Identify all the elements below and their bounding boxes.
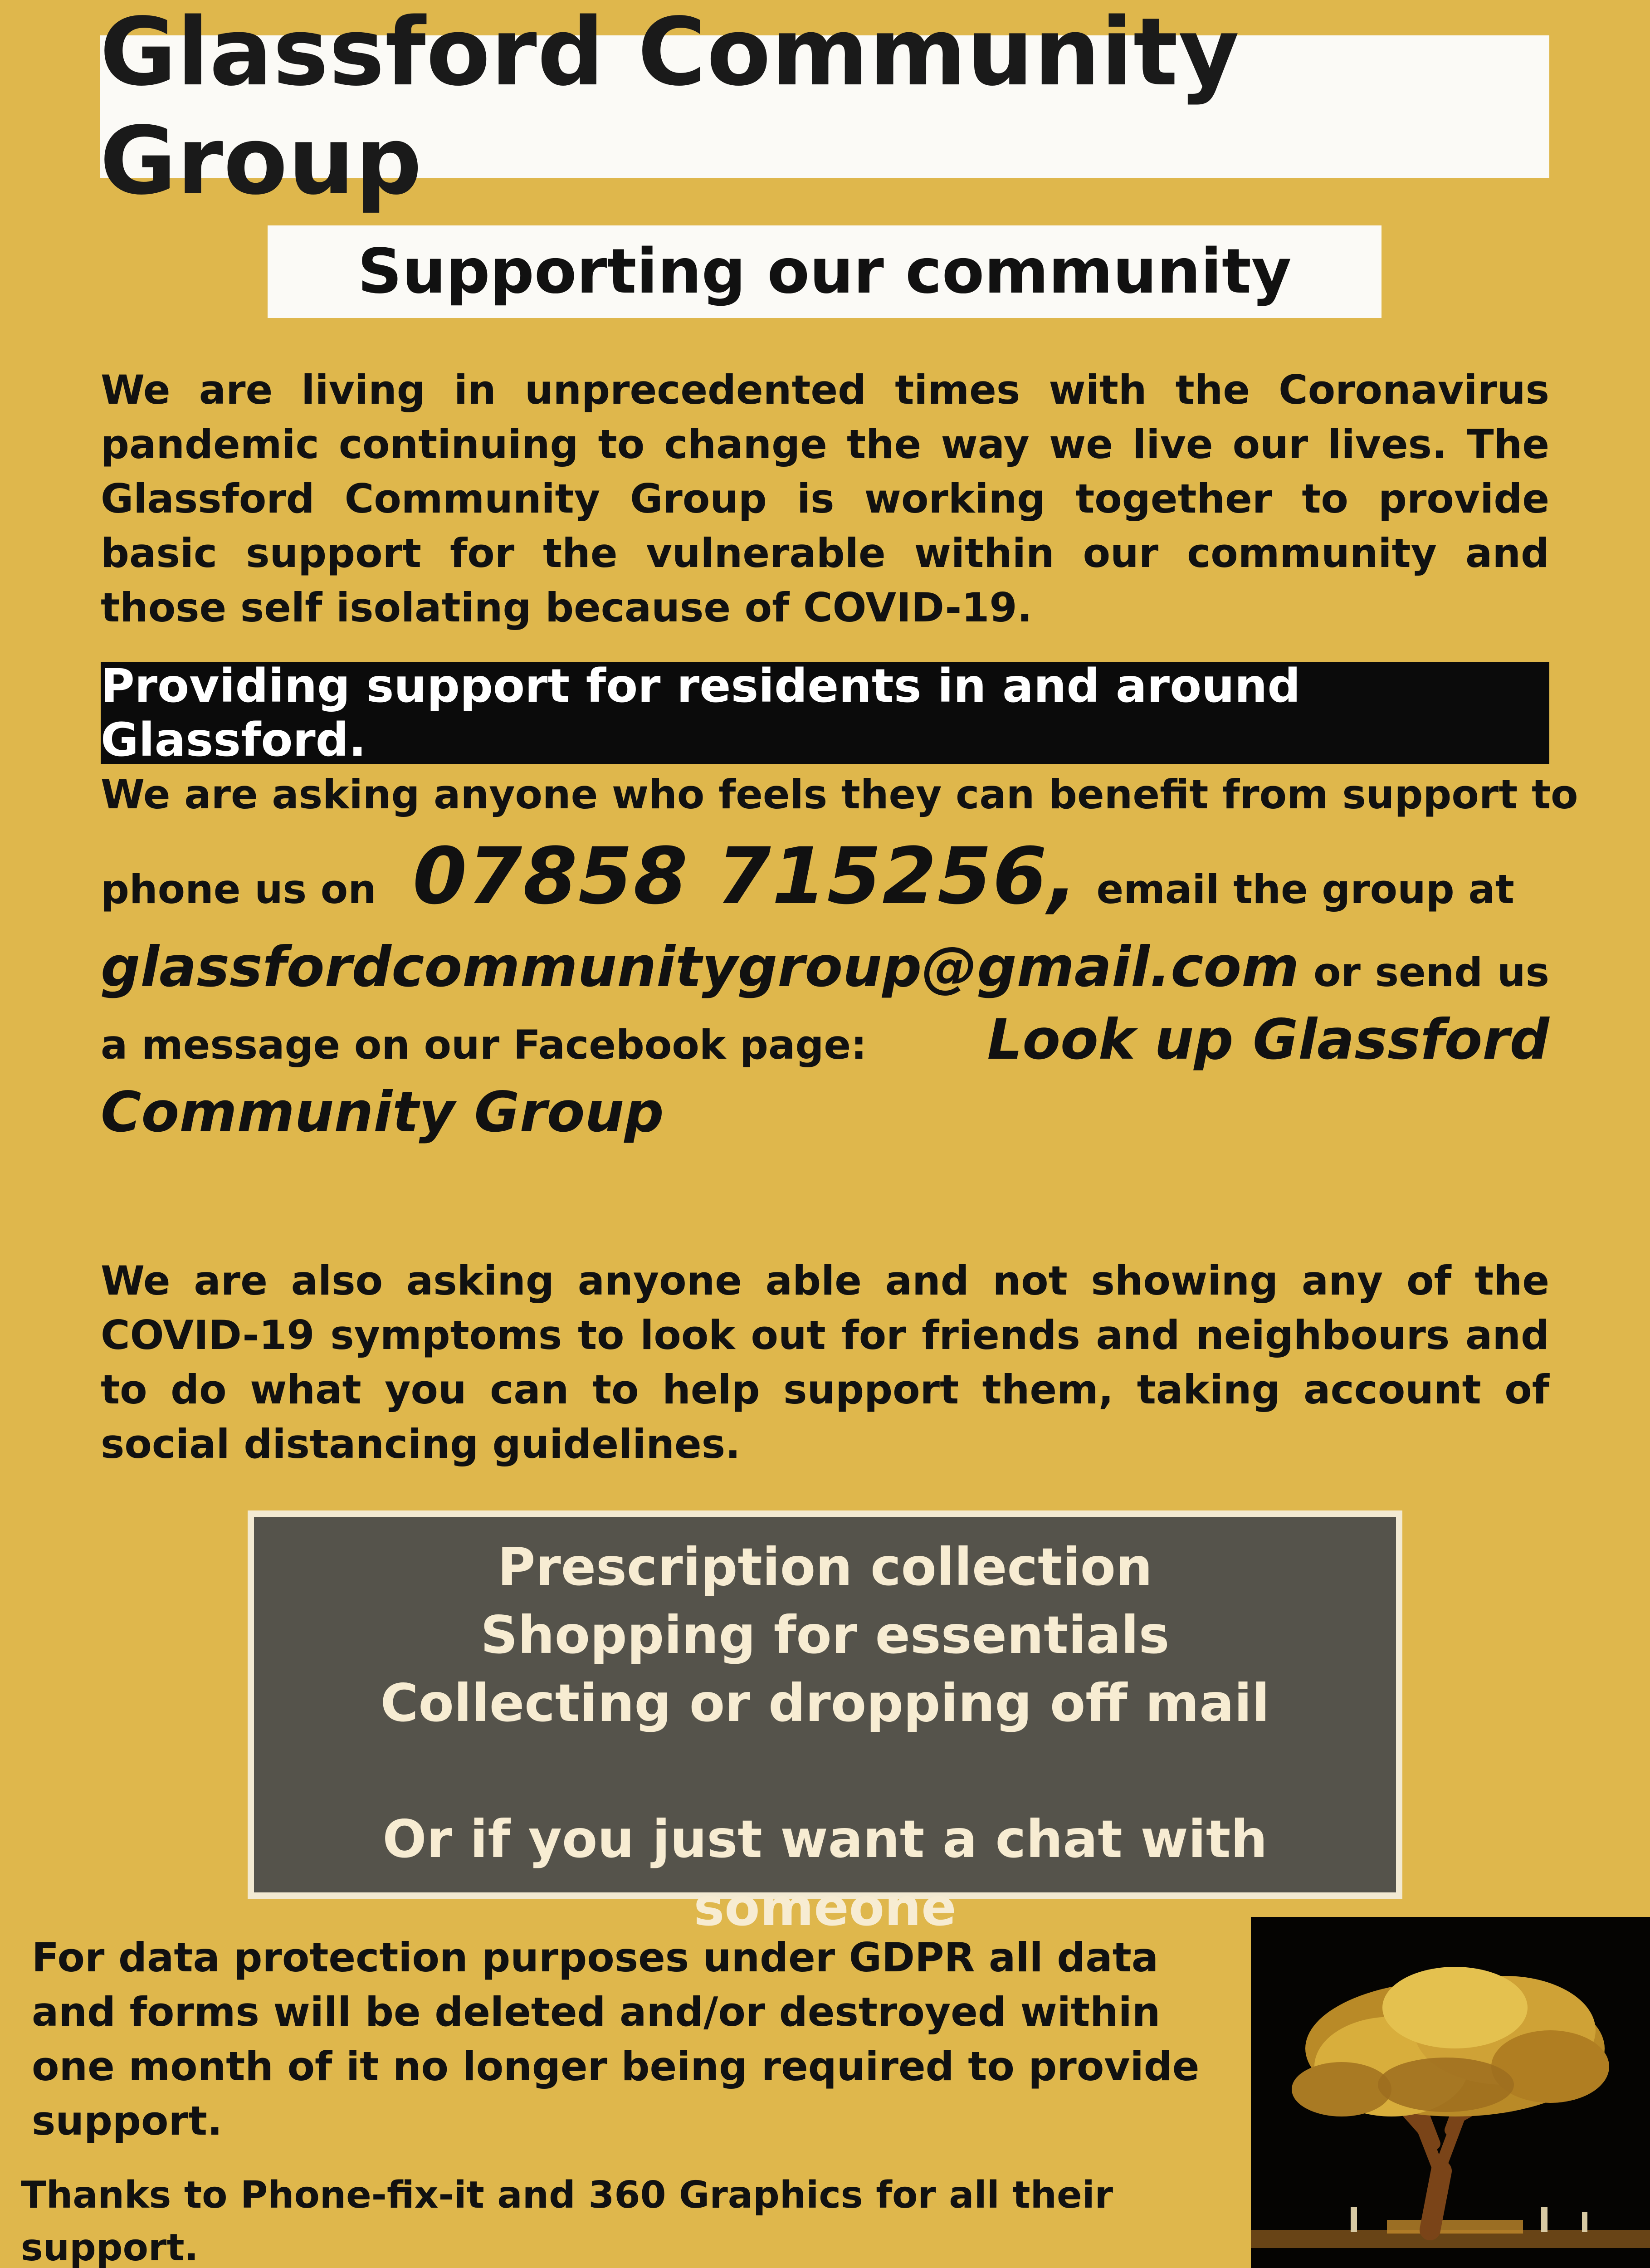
group-logo bbox=[1251, 1917, 1650, 2268]
phone-prefix: phone us on bbox=[101, 866, 376, 913]
email-prefix: email the group at bbox=[1096, 866, 1514, 913]
contact-section bbox=[101, 767, 1578, 1153]
gdpr-notice: For data protection purposes under GDPR all data and forms will be deleted and/or destroyed within one month of it no longer being required to provide support. bbox=[32, 1934, 1200, 2144]
email-link[interactable]: glassfordcommunitygroup@gmail.com bbox=[101, 935, 1299, 999]
facebook-page-name[interactable]: Look up Glassford bbox=[987, 1007, 1549, 1072]
service-item: Prescription collection bbox=[497, 1537, 1153, 1597]
volunteers-paragraph: We are also asking anyone able and not showing any of the COVID-19 symptoms to look out for friends and neighbours and to do what you can to help support them, taking account of social distancing guidelines. bbox=[101, 1257, 1549, 1467]
contact-facebook-line bbox=[101, 1007, 1549, 1085]
contact-facebook-line-2 bbox=[101, 1080, 1549, 1153]
page-title: Glassford Community Group bbox=[100, 35, 1549, 178]
phone-number[interactable]: 07858 715256, bbox=[412, 831, 1079, 922]
contact-line-1: We are asking anyone who feels they can benefit from support to bbox=[101, 771, 1578, 818]
contact-phone-line bbox=[101, 831, 1549, 940]
footer bbox=[21, 2169, 1245, 2268]
us-text: us bbox=[1497, 949, 1549, 996]
service-chat: Or if you just want a chat with someone bbox=[382, 1809, 1268, 1937]
facebook-page-name-2[interactable]: Community Group bbox=[101, 1080, 664, 1144]
service-item: Shopping for essentials bbox=[480, 1605, 1170, 1665]
thanks-text: Thanks to Phone-fix-it and 360 Graphics for all their support. bbox=[21, 2174, 1113, 2268]
services-panel bbox=[248, 1510, 1402, 1937]
contact-email-line bbox=[101, 935, 1549, 1012]
tree-icon bbox=[1251, 1917, 1650, 2268]
services-spacer bbox=[254, 1737, 1396, 1805]
send-text: send bbox=[1375, 949, 1483, 996]
page-subtitle: Supporting our community bbox=[268, 225, 1382, 318]
support-banner: Providing support for residents in and around Glassford. bbox=[101, 662, 1549, 764]
facebook-prefix: a message on our Facebook page: bbox=[101, 1022, 867, 1068]
service-item: Collecting or dropping off mail bbox=[380, 1673, 1270, 1733]
or-text: or bbox=[1313, 949, 1361, 996]
intro-paragraph: We are living in unprecedented times with the Coronavirus pandemic continuing to change the way we live our lives. The Glassford Community Group is working together to provide basic support for the vulnerable within our community and those self isolating because of COVID-19. bbox=[101, 367, 1549, 631]
